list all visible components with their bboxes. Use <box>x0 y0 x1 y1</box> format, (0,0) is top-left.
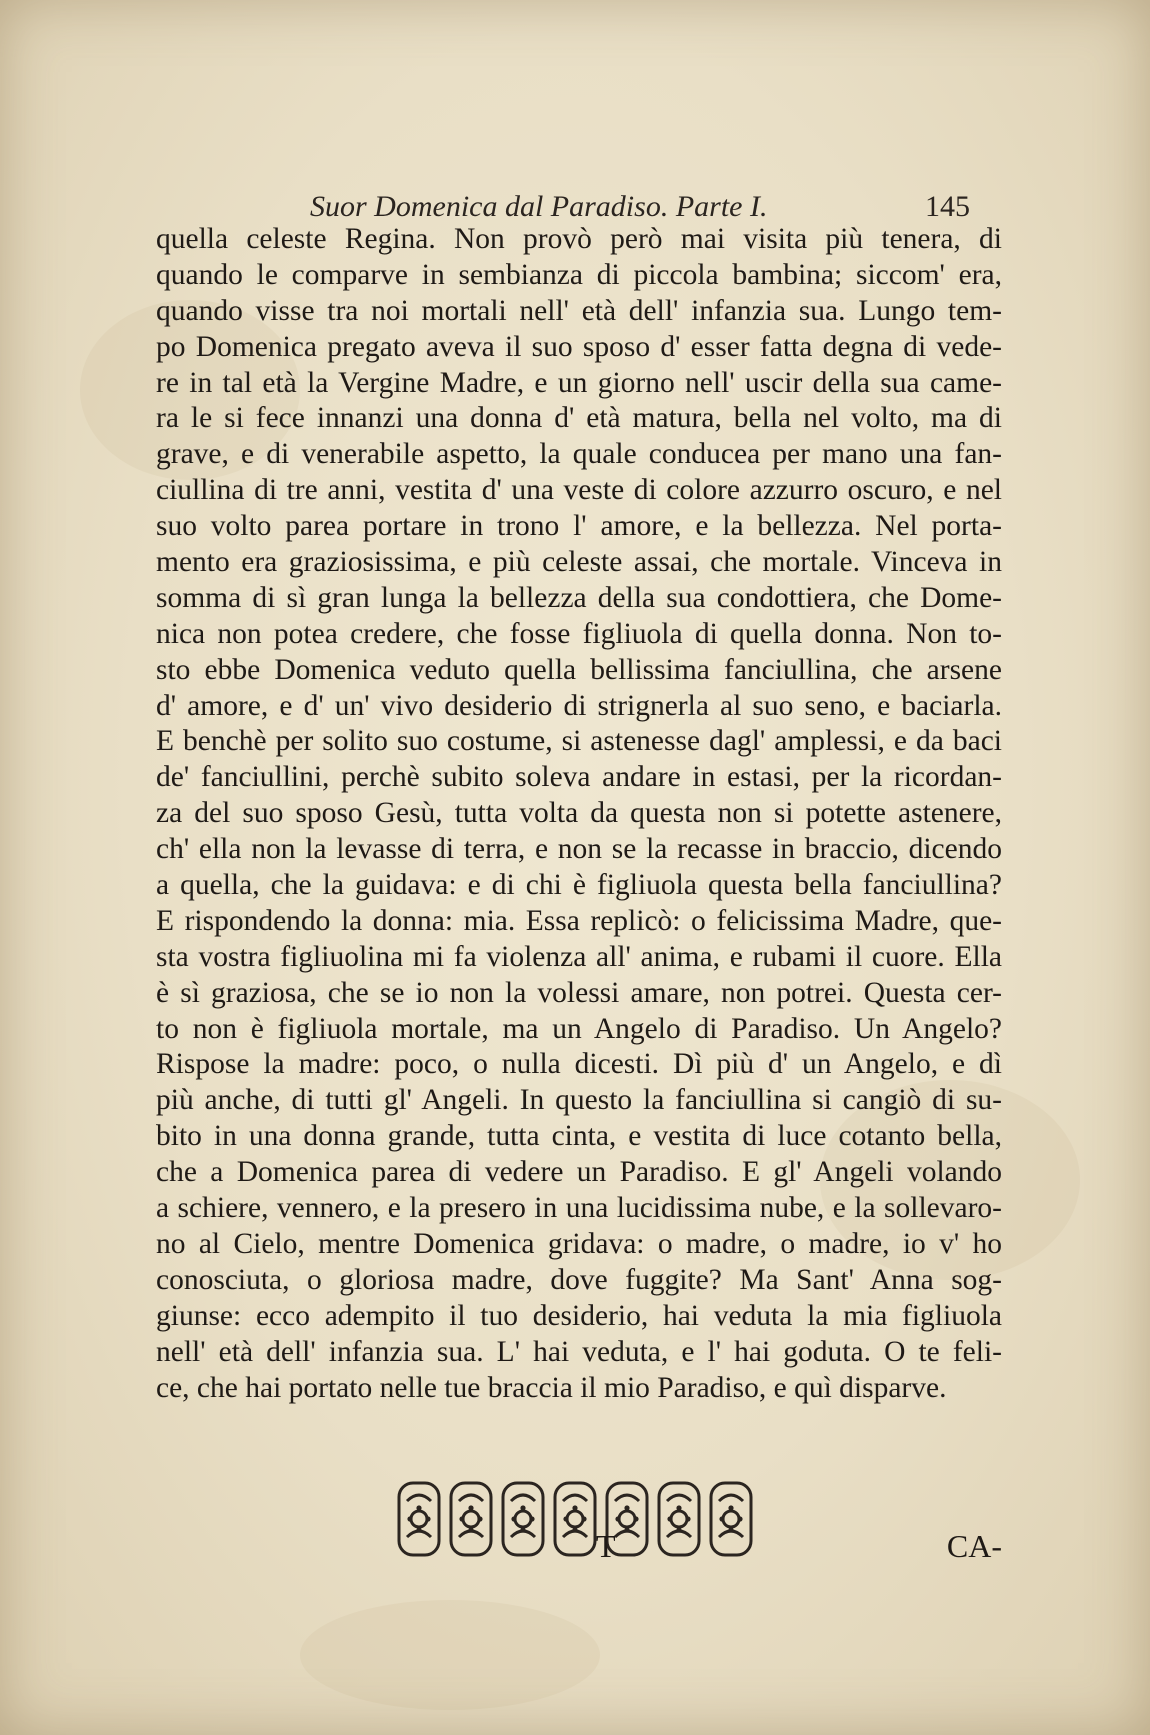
text-line: conosciuta, o gloriosa madre, dove fuggite? Ma Sant' Anna sog- <box>156 1263 1002 1296</box>
paper-stain <box>300 1600 600 1710</box>
page-number: 145 <box>925 190 970 223</box>
text-line: no al Cielo, mentre Domenica gridava: o madre, o madre, io v' ho <box>156 1227 1002 1260</box>
text-line: to non è figliuola mortale, ma un Angelo di Paradiso. Un Angelo? <box>156 1012 1002 1045</box>
text-line: za del suo sposo Gesù, tutta volta da questa non si potette astenere, <box>156 797 1002 830</box>
text-line: E benchè per solito suo costume, si astenesse dagl' amplessi, e da baci <box>156 725 1002 758</box>
text-line: po Domenica pregato aveva il suo sposo d' esser fatta degna di vede- <box>156 330 1002 363</box>
text-line: suo volto parea portare in trono l' amore, e la bellezza. Nel porta- <box>156 510 1002 543</box>
text-line: giunse: ecco adempito il tuo desiderio, hai veduta la mia figliuola <box>156 1299 1002 1332</box>
text-line: mento era graziosissima, e più celeste assai, che mortale. Vinceva in <box>156 546 1002 579</box>
text-line: ce, che hai portato nelle tue braccia il mio Paradiso, e quì disparve. <box>156 1371 947 1404</box>
text-line: ch' ella non la levasse di terra, e non se la recasse in braccio, dicendo <box>156 833 1002 866</box>
text-line: re in tal età la Vergine Madre, e un giorno nell' uscir della sua came- <box>156 366 1002 399</box>
text-line: quando le comparve in sembianza di piccola bambina; siccom' era, <box>156 258 1002 291</box>
text-line: più anche, di tutti gl' Angeli. In questo la fanciullina si cangiò di su- <box>156 1084 1002 1117</box>
text-line: grave, e di venerabile aspetto, la quale conducea per mano una fan- <box>156 438 1002 471</box>
text-line: che a Domenica parea di vedere un Paradiso. E gl' Angeli volando <box>156 1156 1002 1189</box>
text-line: ciullina di tre anni, vestita d' una veste di colore azzurro oscuro, e nel <box>156 474 1002 507</box>
catchword: CA- <box>946 1528 1002 1564</box>
text-line: sta vostra figliuolina mi fa violenza all' anima, e rubami il cuore. Ella <box>156 940 1002 973</box>
text-line: E rispondendo la donna: mia. Essa replicò: o felicissima Madre, que- <box>156 904 1002 937</box>
text-line: a schiere, vennero, e la presero in una lucidissima nube, e la sollevaro- <box>156 1192 1002 1225</box>
text-line: de' fanciullini, perchè subito soleva andare in estasi, per la ricordan- <box>156 761 1002 794</box>
running-title: Suor Domenica dal Paradiso. Parte I. <box>310 190 768 223</box>
body-text <box>156 222 1002 1406</box>
text-line: nell' età dell' infanzia sua. L' hai veduta, e l' hai goduta. O te feli- <box>156 1335 1002 1368</box>
signature-mark: T <box>596 1528 616 1564</box>
text-line: bito in una donna grande, tutta cinta, e vestita di luce cotanto bella, <box>156 1120 1002 1153</box>
text-line: sto ebbe Domenica veduto quella bellissima fanciullina, che arsene <box>156 653 1002 686</box>
text-line: a quella, che la guidava: e di chi è figliuola questa bella fanciullina? <box>156 869 1002 902</box>
text-line: nica non potea credere, che fosse figliuola di quella donna. Non to- <box>156 617 1002 650</box>
text-line: quella celeste Regina. Non provò però mai visita più tenera, di <box>156 223 1002 255</box>
text-line: d' amore, e d' un' vivo desiderio di strignerla al suo seno, e baciarla. <box>156 689 1002 722</box>
text-line: ra le si fece innanzi una donna d' età matura, bella nel volto, ma di <box>156 402 1002 435</box>
text-line: somma di sì gran lunga la bellezza della sua condottiera, che Dome- <box>156 581 1002 614</box>
text-line: quando visse tra noi mortali nell' età dell' infanzia sua. Lungo tem- <box>156 294 1002 327</box>
text-line: Rispose la madre: poco, o nulla dicesti. Dì più d' un Angelo, e dì <box>156 1048 1002 1081</box>
page-footer <box>156 1528 1002 1570</box>
text-line: è sì graziosa, che se io non la volessi amare, non potrei. Questa cer- <box>156 976 1002 1009</box>
